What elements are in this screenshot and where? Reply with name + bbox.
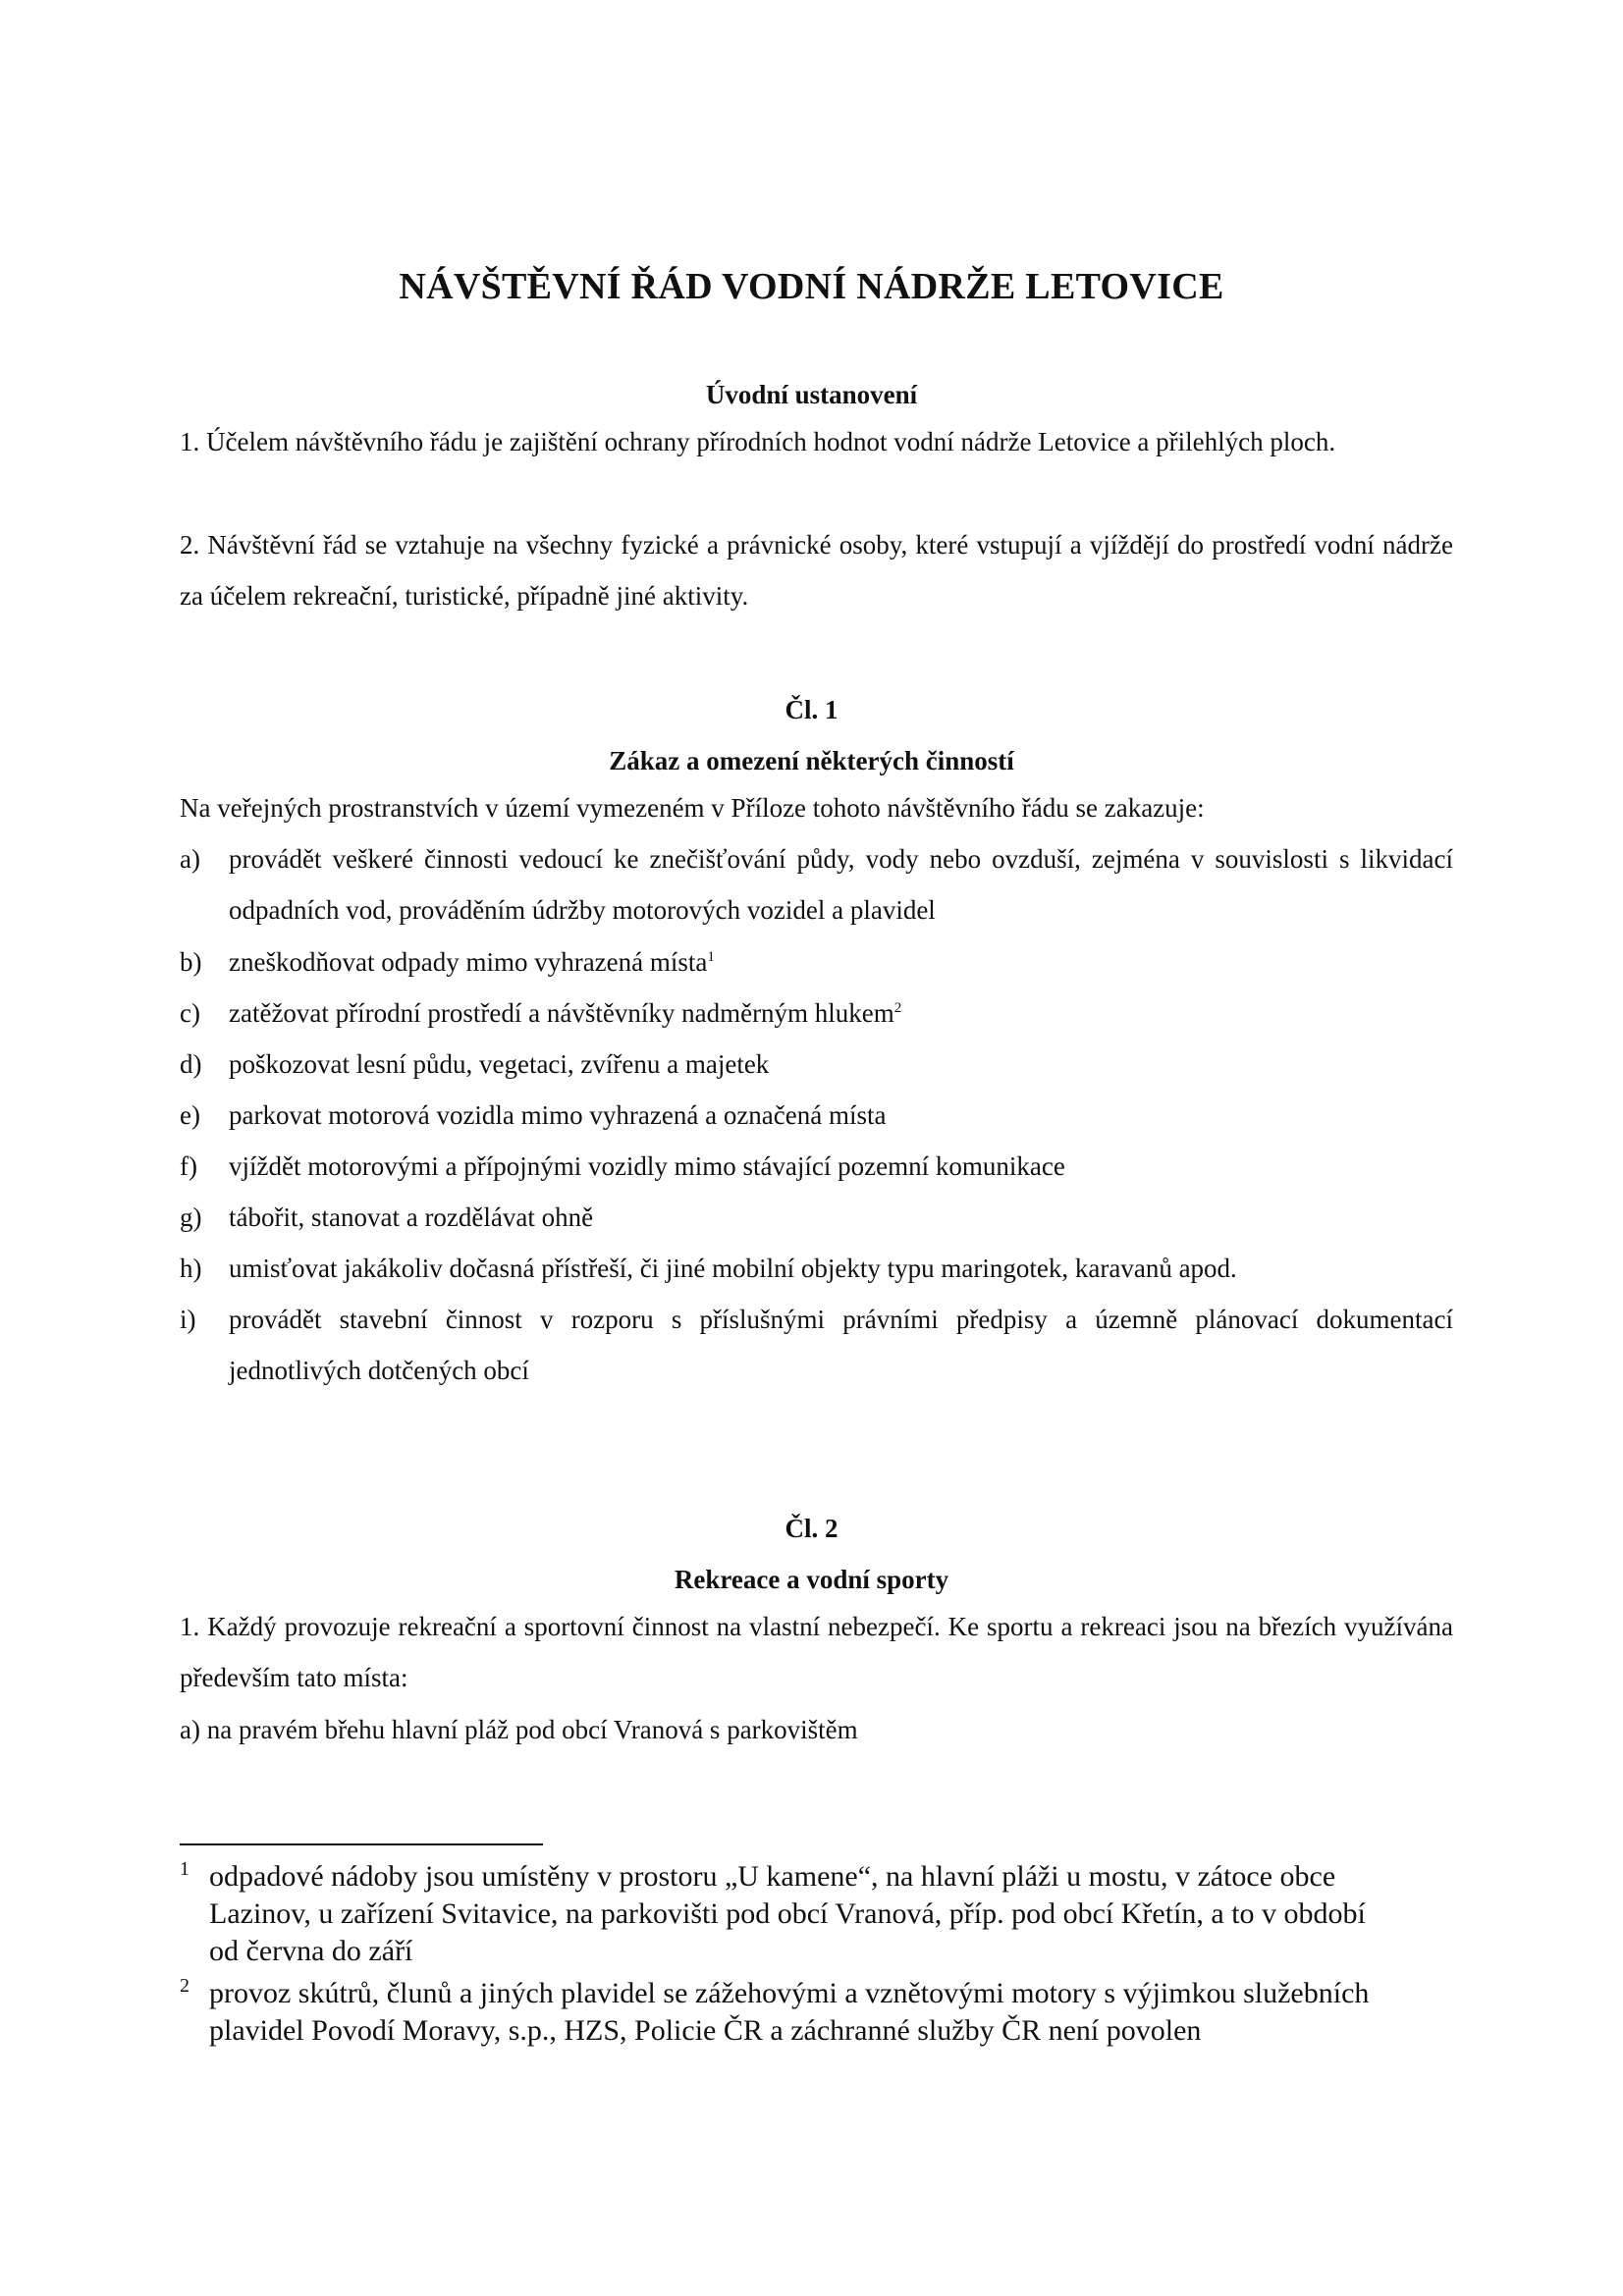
item-text: provádět veškeré činnosti vedoucí ke znečišťování půdy, vody nebo ovzduší, zejména v souvislosti s likvidací odpadních vod, prováděním údržby motorových vozidel a plavidel [229,844,1453,925]
item-marker: d) [180,1049,202,1079]
item-text: umisťovat jakákoliv dočasná přístřeší, či jiné mobilní objekty typu maringotek, karavanů apod. [229,1254,1237,1283]
prohibition-item-e [180,1090,1453,1141]
intro-paragraph-1: 1. Účelem návštěvního řádu je zajištění ochrany přírodních hodnot vodní nádrže Letovice a přilehlých ploch. [180,427,1336,456]
item-marker: b) [180,947,202,977]
prohibition-item-d [180,1039,1453,1090]
item-text: vjíždět motorovými a přípojnými vozidly mimo stávající pozemní komunikace [229,1151,1065,1181]
item-text [180,936,1453,988]
intro-heading: Úvodní ustanovení [705,380,918,409]
item-text: provádět stavební činnost v rozporu s příslušnými právními předpisy a územně plánovací dokumentací jednotlivých dotčených obcí [229,1305,1453,1385]
prohibition-item-a [180,833,1453,935]
footnote-2 [180,1975,1397,2050]
prohibition-item-c [180,988,1453,1039]
document-title: NÁVŠTĚVNÍ ŘÁD VODNÍ NÁDRŽE LETOVICE [399,266,1224,307]
footnote-separator [180,1843,543,1845]
item-text: poškozovat lesní půdu, vegetaci, zvířenu a majetek [229,1049,770,1079]
item-marker: i) [180,1305,196,1334]
prohibition-item-h [180,1243,1453,1294]
footnote-number: 1 [180,1858,189,1880]
article-1-lead: Na veřejných prostranstvích v území vymezeném v Příloze tohoto návštěvního řádu se zakazuje: [180,793,1205,823]
article-2-paragraph-2: a) na pravém břehu hlavní pláž pod obcí Vranová s parkovištěm [180,1715,858,1744]
item-text: tábořit, stanovat a rozdělávat ohně [229,1202,594,1232]
intro-paragraph-2: 2. Návštěvní řád se vztahuje na všechny fyzické a právnické osoby, které vstupují a vjíždějí do prostředí vodní nádrže za účelem rekreační, turistické, případně jiné aktivity. [180,530,1453,611]
article-2-paragraph-1: 1. Každý provozuje rekreační a sportovní činnost na vlastní nebezpečí. Ke sportu a rekreaci jsou na březích využívána především tato místa: [180,1612,1453,1692]
footnote-ref-1: 1 [707,949,715,965]
article-2-heading: Rekreace a vodní sporty [674,1565,949,1594]
footnote-ref-2: 2 [893,1000,902,1016]
prohibition-item-f [180,1141,1453,1192]
item-marker: c) [180,998,200,1028]
prohibition-item-b [180,936,1453,988]
article-1-number: Čl. 1 [784,695,839,724]
item-marker: a) [180,844,200,874]
article-1-heading: Zákaz a omezení některých činností [609,746,1014,775]
item-text-content: zneškodňovat odpady mimo vyhrazená místa [229,947,708,977]
footnote-number: 2 [180,1975,189,1997]
article-2-number: Čl. 2 [784,1514,839,1543]
item-marker: h) [180,1254,202,1283]
item-text-content: zatěžovat přírodní prostředí a návštěvníky nadměrným hlukem [229,998,894,1028]
item-marker: e) [180,1100,200,1130]
item-text [180,988,1453,1039]
item-text: parkovat motorová vozidla mimo vyhrazená a označená místa [229,1100,887,1130]
footnote-text: provoz skútrů, člunů a jiných plavidel se zážehovými a vznětovými motory s výjimkou služebních plavidel Povodí Moravy, s.p., HZS, Policie ČR a záchranné služby ČR není povolen [209,1977,1370,2047]
prohibition-item-g [180,1192,1453,1243]
item-marker: f) [180,1151,197,1181]
footnote-text: odpadové nádoby jsou umístěny v prostoru „U kamene“, na hlavní pláži u mostu, v zátoce obce Lazinov, u zařízení Svitavice, na parkovišti pod obcí Vranová, příp. pod obcí Křetín, a to v období od června do září [209,1860,1366,1967]
prohibition-item-i [180,1294,1453,1396]
item-marker: g) [180,1202,202,1232]
footnote-1 [180,1858,1397,1970]
